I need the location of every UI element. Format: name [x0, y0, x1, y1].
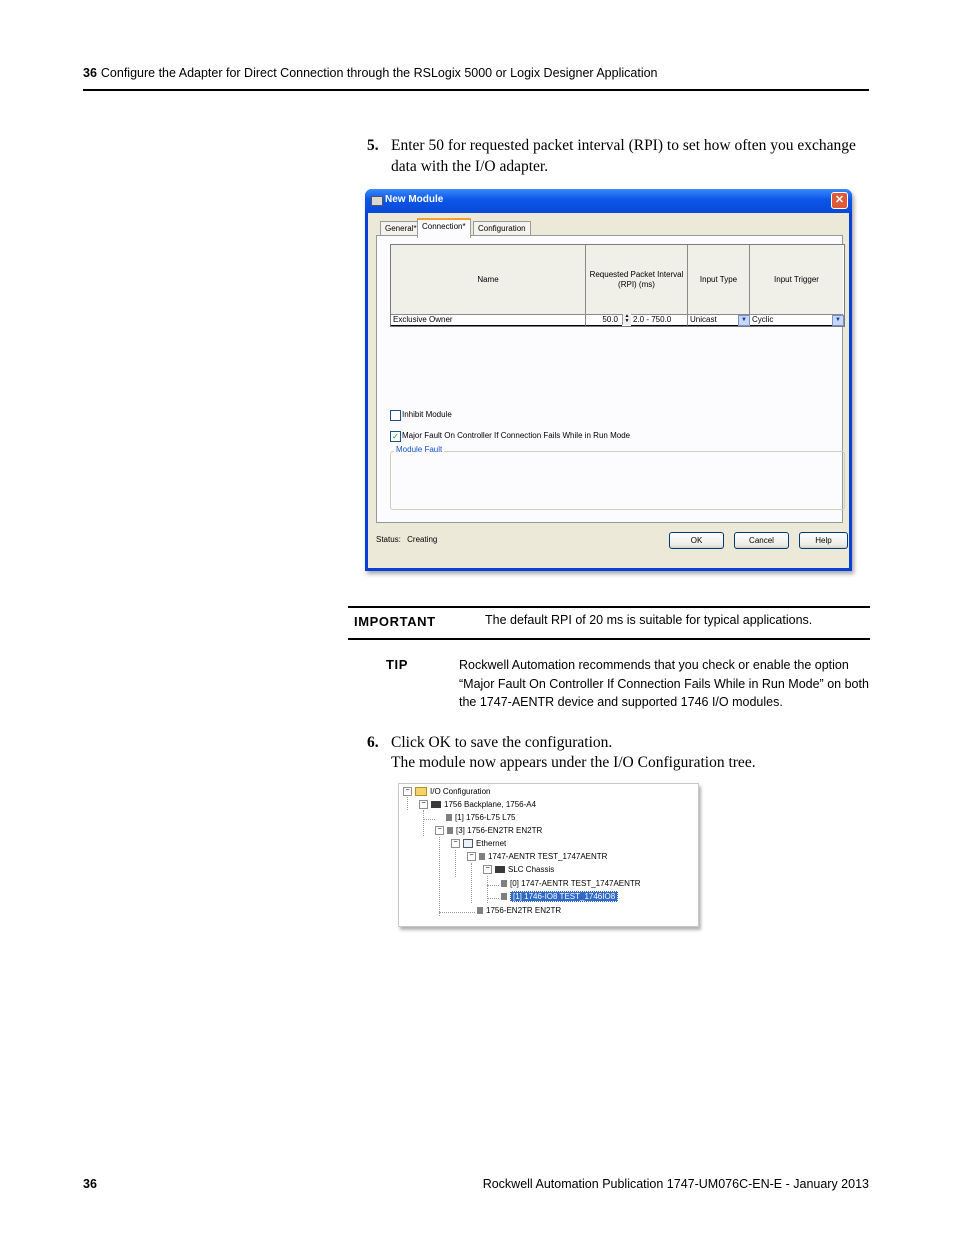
footer-publication: Rockwell Automation Publication 1747-UM076C-EN-E - January 2013 — [482, 1177, 869, 1191]
io-configuration-tree — [398, 783, 699, 927]
header-page-number: 36 — [83, 66, 97, 80]
module-fault-label: Module Fault — [396, 445, 443, 454]
close-icon[interactable]: ✕ — [831, 192, 848, 209]
dialog-title: New Module — [385, 194, 444, 205]
tab-general[interactable]: General* — [380, 221, 422, 236]
backplane-icon — [431, 801, 441, 808]
running-header — [83, 66, 869, 80]
tree-node-label: SLC Chassis — [508, 865, 555, 874]
major-fault-checkbox[interactable]: ✓ — [390, 431, 401, 442]
status-value: Creating — [407, 535, 438, 544]
chassis-icon — [495, 866, 505, 873]
rpi-input[interactable]: 50.0 — [586, 314, 622, 326]
tree-node-ethernet[interactable] — [451, 838, 506, 850]
step-6-line-2: The module now appears under the I/O Configuration tree. — [391, 754, 756, 771]
important-rule-top — [348, 606, 870, 608]
tree-node-label: I/O Configuration — [430, 787, 491, 796]
collapse-icon[interactable]: − — [467, 852, 476, 861]
tree-node-label-selected: [1] 1746-IO8 TEST_1746IO8 — [510, 891, 618, 902]
input-trigger-select[interactable]: Cyclic — [750, 314, 843, 326]
collapse-icon[interactable]: − — [451, 839, 460, 848]
rpi-spinner-icon[interactable]: ▲ ▼ — [622, 314, 631, 325]
tree-node-slc-slot-1[interactable] — [501, 891, 618, 903]
tree-node-label: 1756-EN2TR EN2TR — [486, 906, 562, 915]
cancel-button[interactable]: Cancel — [734, 532, 789, 549]
step-5-number: 5. — [367, 137, 379, 154]
column-header-input-trigger: Input Trigger — [750, 245, 843, 315]
tree-node-label: [0] 1747-AENTR TEST_1747AENTR — [510, 879, 641, 888]
inhibit-module-checkbox[interactable] — [390, 410, 401, 421]
module-icon — [479, 853, 485, 860]
column-header-rpi: Requested Packet Interval (RPI) (ms) — [586, 245, 688, 315]
input-type-chevron-down-icon[interactable]: ▼ — [738, 315, 750, 326]
step-6-line-1: Click OK to save the configuration. — [391, 734, 613, 751]
tree-node-aentr[interactable] — [467, 851, 607, 863]
tip-text: Rockwell Automation recommends that you check or enable the option “Major Fault On Controller If Connection Fails While in Run Mode” on both the 1747-AENTR device and supported 1746 I/O modules. — [459, 658, 869, 710]
window-icon — [371, 196, 383, 206]
tree-connector — [423, 819, 435, 820]
folder-icon — [415, 787, 427, 796]
step-5-text: Enter 50 for requested packet interval (RPI) to set how often you exchange data with the I/O adapter. — [391, 137, 856, 175]
controller-icon — [446, 814, 452, 821]
tree-connector — [487, 898, 499, 899]
tree-node-slot-1[interactable] — [435, 812, 516, 824]
tree-connector — [439, 837, 440, 916]
tree-connector — [487, 885, 499, 886]
tree-connector — [455, 850, 456, 877]
module-fault-group — [390, 451, 845, 510]
collapse-icon[interactable]: − — [483, 865, 492, 874]
important-rule-bottom — [348, 638, 870, 640]
inhibit-module-label: Inhibit Module — [402, 410, 452, 419]
major-fault-label: Major Fault On Controller If Connection Fails While in Run Mode — [402, 431, 631, 440]
module-icon — [501, 893, 507, 900]
header-rule — [83, 89, 869, 91]
tree-node-label: [3] 1756-EN2TR EN2TR — [456, 826, 543, 835]
tree-node-backplane[interactable] — [419, 799, 536, 811]
tree-connector — [423, 810, 424, 836]
ok-button[interactable]: OK — [669, 532, 724, 549]
tab-connection[interactable]: Connection* — [417, 218, 471, 238]
column-header-input-type: Input Type — [688, 245, 750, 315]
status-label: Status: — [376, 535, 401, 544]
rpi-range: 2.0 - 750.0 — [631, 314, 688, 326]
help-button[interactable]: Help — [799, 532, 848, 549]
tree-connector — [471, 863, 472, 903]
important-text: The default RPI of 20 ms is suitable for typical applications. — [485, 613, 813, 627]
module-icon — [477, 907, 483, 914]
connection-panel — [376, 235, 843, 523]
module-icon — [501, 880, 507, 887]
collapse-icon[interactable]: − — [435, 826, 444, 835]
tree-node-label: Ethernet — [476, 839, 507, 848]
collapse-icon[interactable]: − — [419, 800, 428, 809]
tree-node-slot-3[interactable] — [435, 825, 542, 837]
dialog-body — [368, 213, 849, 568]
tree-node-en2tr[interactable] — [477, 905, 561, 917]
tree-node-label: [1] 1756-L75 L75 — [455, 813, 516, 822]
network-icon — [463, 839, 473, 848]
tree-node-slc-chassis[interactable] — [483, 864, 554, 876]
tree-node-slc-slot-0[interactable] — [501, 878, 641, 890]
input-type-select[interactable]: Unicast — [688, 314, 750, 326]
new-module-dialog — [365, 189, 852, 571]
column-header-name: Name — [391, 245, 586, 315]
header-title: Configure the Adapter for Direct Connection through the RSLogix 5000 or Logix Designer Application — [100, 66, 658, 80]
cell-name[interactable]: Exclusive Owner — [391, 314, 586, 326]
input-trigger-chevron-down-icon[interactable]: ▼ — [832, 315, 844, 326]
dialog-title-bar — [365, 189, 852, 213]
step-6-number: 6. — [367, 734, 379, 751]
status-line — [376, 535, 437, 544]
tab-configuration[interactable]: Configuration — [473, 221, 531, 236]
module-icon — [447, 827, 453, 834]
tree-node-io-configuration[interactable] — [403, 786, 490, 798]
tree-node-label: 1756 Backplane, 1756-A4 — [444, 800, 537, 809]
tree-connector — [407, 797, 408, 810]
footer-page-number: 36 — [83, 1177, 97, 1191]
tree-connector — [439, 912, 475, 913]
tip-label: TIP — [386, 657, 409, 672]
important-label: IMPORTANT — [354, 614, 436, 629]
connection-grid — [390, 244, 845, 327]
tree-node-label: 1747-AENTR TEST_1747AENTR — [488, 852, 608, 861]
collapse-icon[interactable]: − — [403, 787, 412, 796]
